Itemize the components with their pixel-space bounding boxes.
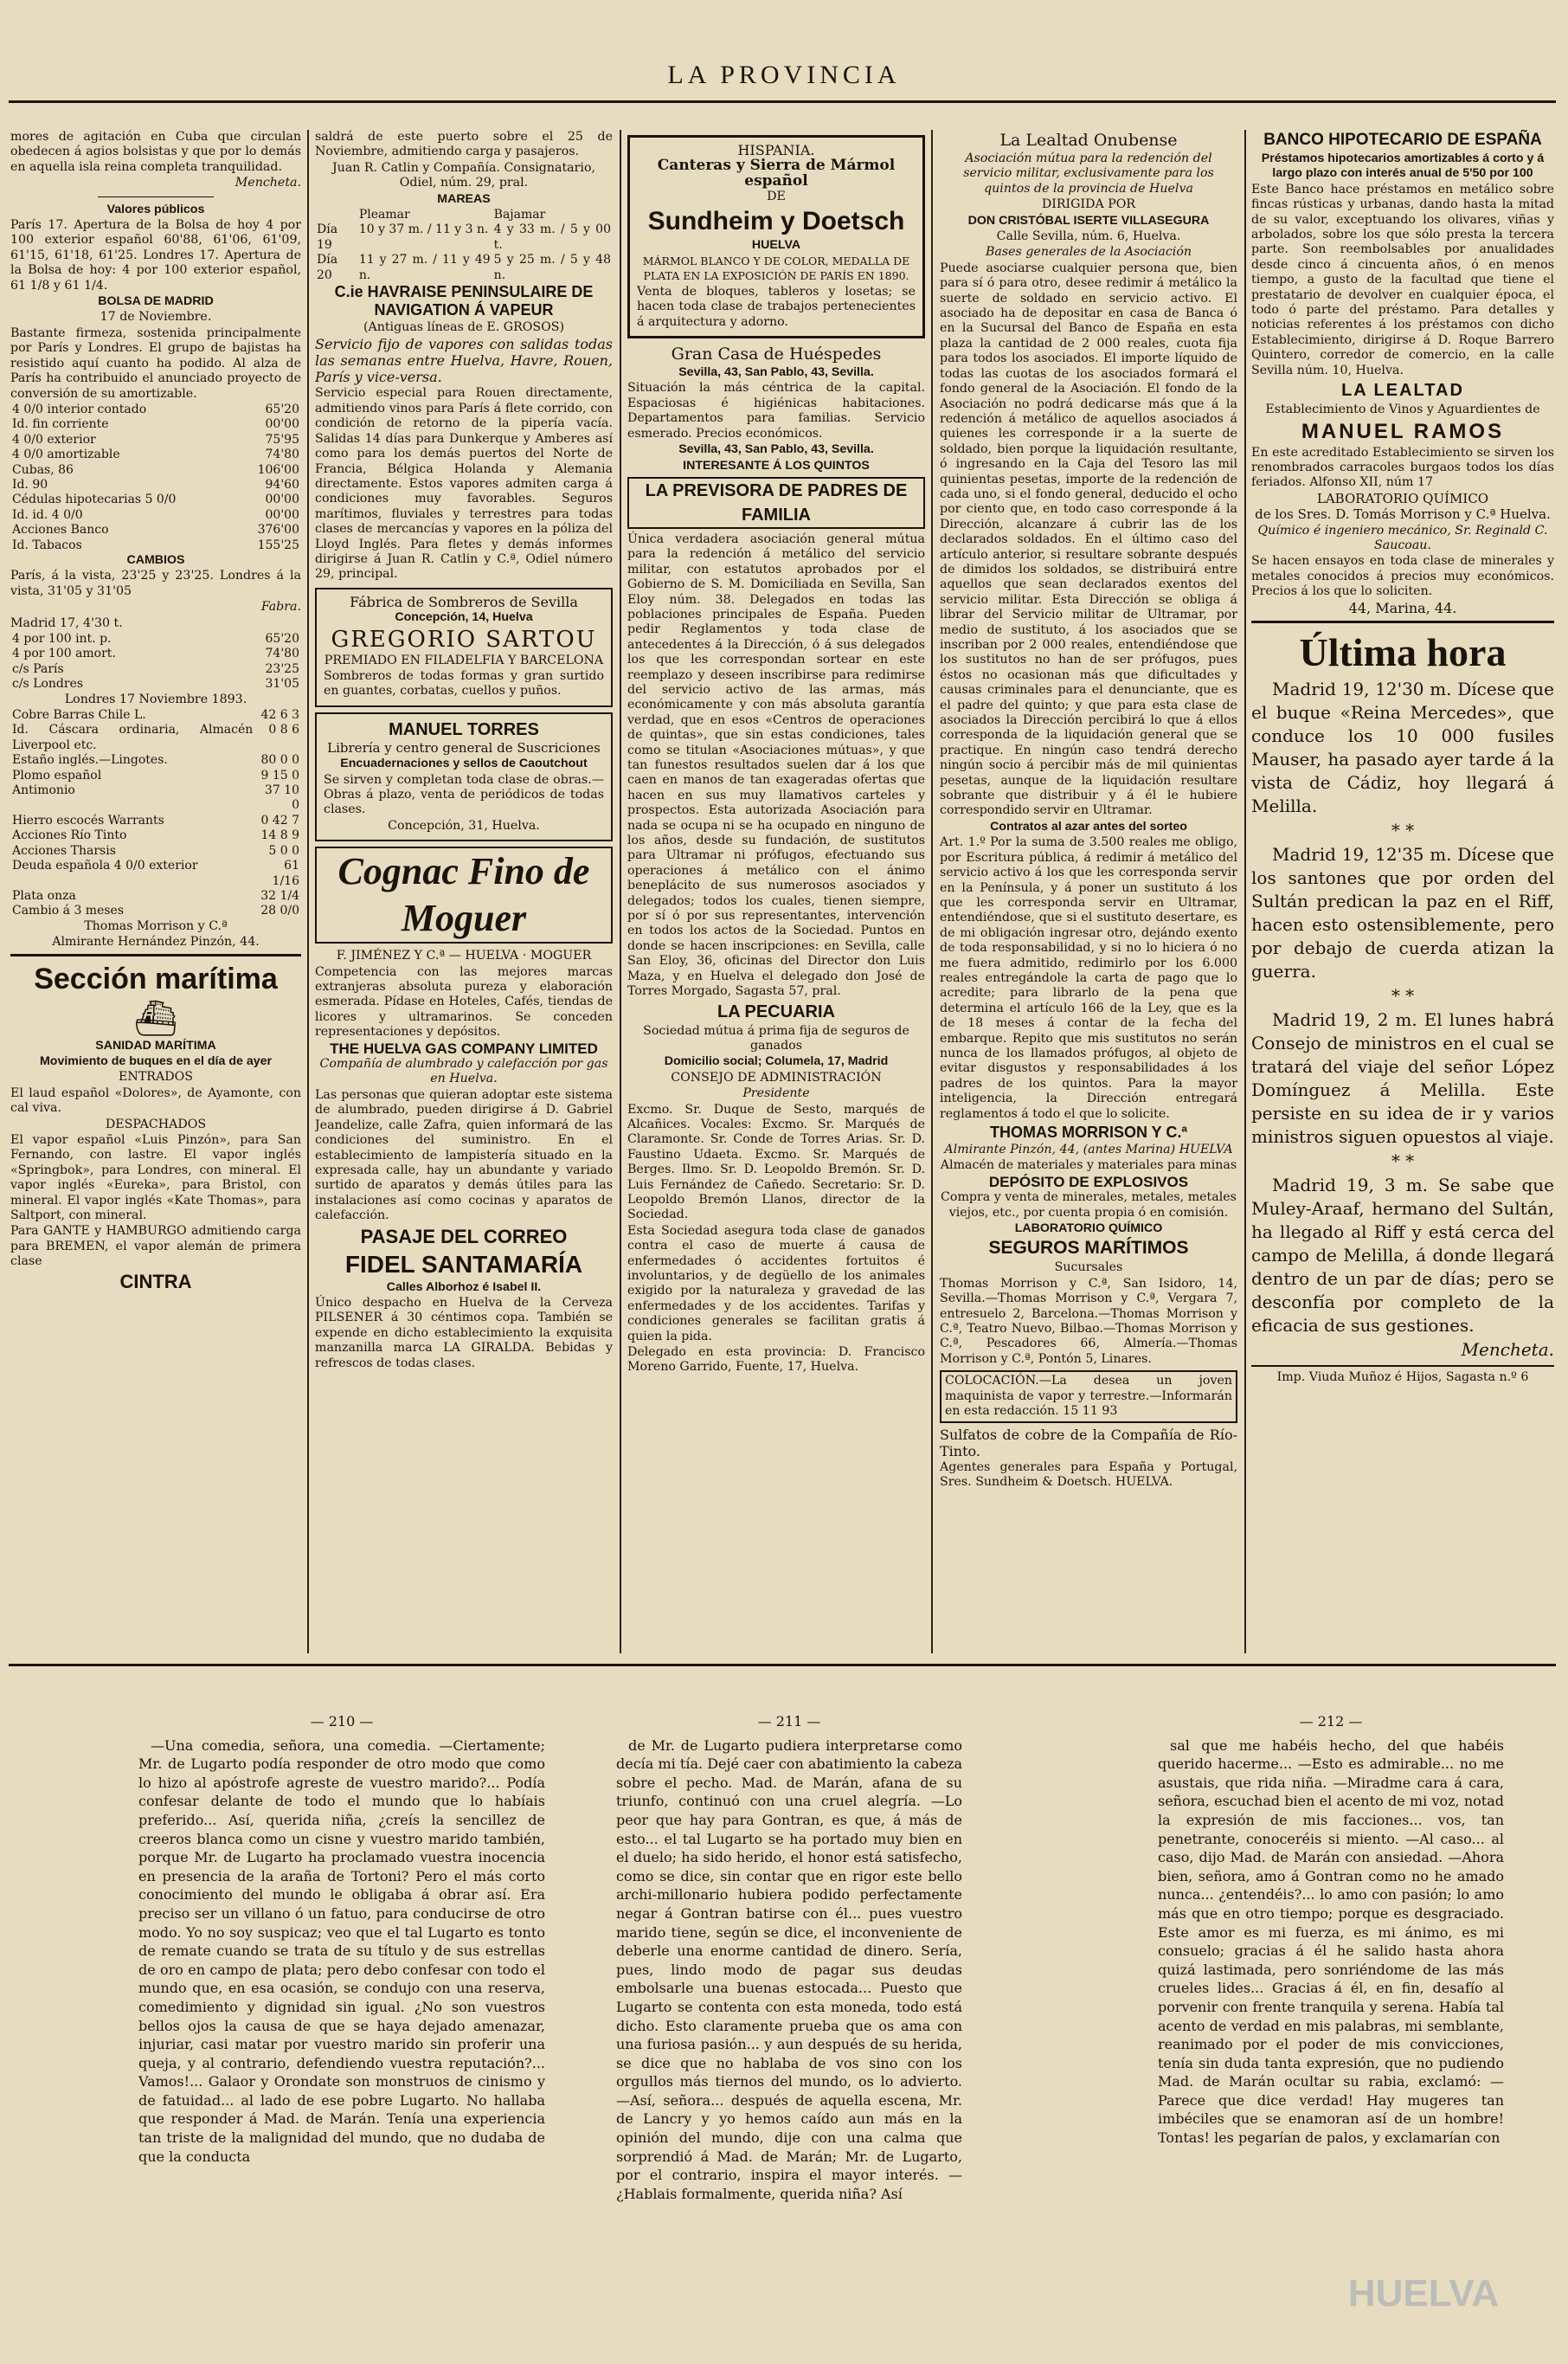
table-row: 4 por 100 int. p. 65'20 [12, 632, 299, 646]
pecuaria-heading: LA PECUARIA [717, 1002, 835, 1021]
table-row: Deuda española 4 0/0 exterior 61 1/16 [12, 859, 299, 888]
madrid-heading: Madrid 17, 4'30 t. [10, 615, 123, 630]
huespedes-heading: Gran Casa de Huéspedes [671, 345, 882, 364]
table-row: Pleamar Bajamar [358, 208, 546, 222]
news-separator: * * [1391, 819, 1415, 841]
lab-sub: de los Sres. D. Tomás Morrison y C.ª Huelva. [1255, 506, 1551, 523]
cognac-text: Competencia con las mejores marcas extranjeras absoluta pureza y elaboración esmerada. Pídase en Hoteles, Cafés, tiendas de licores y ultramarinos. Se conceden representaciones y depósitos. [315, 964, 613, 1040]
table-row: Id. id. 4 0/0 00'00 [12, 507, 299, 522]
table-row: Plata onza 32 1/4 [12, 888, 299, 903]
banco-heading: BANCO HIPOTECARIO DE ESPAÑA [1263, 131, 1542, 149]
table-row: Cédulas hipotecarias 5 0/0 00'00 [12, 493, 299, 507]
consejo-heading: CONSEJO DE ADMINISTRACIÓN [671, 1070, 882, 1085]
presidente-label: Presidente [742, 1086, 810, 1101]
mareas-table [315, 208, 613, 283]
table-row: Estaño inglés.—Lingotes. 80 0 0 [12, 753, 299, 768]
cognac-maker: F. JIMÉNEZ Y C.ª — HUELVA · MOGUER [336, 949, 592, 963]
valores-heading: Valores públicos [106, 202, 205, 216]
huespedes-text: Situación la más céntrica de la capital. Espaciosas é higiénicas habitaciones. Departamentos para familias. Servicio esmerado. Precios económicos. [627, 381, 925, 441]
fabrica-address: Concepción, 14, Huelva [395, 610, 533, 625]
column-anuncios-3 [940, 130, 1237, 1653]
hispania-heading: HISPANIA. [737, 142, 815, 158]
londres-signature: Thomas Morrison y C.ª [84, 918, 228, 933]
table-row: Hierro escocés Warrants 0 42 7 [12, 813, 299, 828]
morrison-heading: THOMAS MORRISON Y C.ª [989, 1124, 1187, 1141]
colocacion-ad: COLOCACIÓN.—La desea un joven maquinista de vapor y terrestre.—Informarán en esta redacción. 15 11 93 [940, 1370, 1237, 1422]
premiado: PREMIADO EN FILADELFIA Y BARCELONA [324, 653, 604, 667]
table-row: c/s Londres 31'05 [12, 677, 299, 692]
table-row: Día 20 11 y 27 m. / 11 y 49 n. 5 y 25 m. / 5 y 48 n. [317, 253, 611, 282]
folletin-page-212 [1158, 1712, 1504, 2232]
table-row: Cubas, 86 106'00 [12, 462, 299, 477]
lealtad-sub: Asociación mútua para la redención del servicio militar, exclusivamente para los quintos de la provincia de Huelva [963, 151, 1214, 196]
movimiento-heading: Movimiento de buques en el día de ayer [39, 1053, 273, 1068]
director-name: DON CRISTÓBAL ISERTE VILLASEGURA [967, 213, 1210, 228]
column-divider [620, 130, 621, 1653]
londres-address: Almirante Hernández Pinzón, 44. [52, 935, 260, 950]
divider [1251, 621, 1554, 623]
divider [98, 196, 214, 197]
ramos-name: MANUEL RAMOS [1301, 419, 1505, 443]
table-row: Id. Tabacos 155'25 [12, 538, 299, 552]
hispania-ad [627, 135, 925, 338]
cuba-news: mores de agitación en Cuba que circulan obedecen á agios bolsistas y que por lo demás en aquella isla reina completa tranquilidad. [10, 130, 301, 174]
morrison-address: Almirante Pinzón, 44, (antes Marina) HUELVA [944, 1143, 1233, 1156]
gante-text: Para GANTE y HAMBURGO admitiendo carga para BREMEN, el vapor alemán de primera clase [10, 1224, 301, 1269]
lab-address: 44, Marina, 44. [1348, 599, 1457, 616]
cambios-text: París, á la vista, 23'25 y 23'25. Londres á la vista, 31'05 y 31'05 [10, 569, 301, 598]
column-anuncios-1 [315, 130, 613, 1653]
deposito-heading: DEPÓSITO DE EXPLOSIVOS [988, 1173, 1189, 1190]
bolsa-heading: BOLSA DE MADRID [98, 294, 214, 309]
table-row: Acciones Río Tinto 14 8 9 [12, 828, 299, 843]
column-divider [1244, 130, 1246, 1653]
news-item: Madrid 19, 12'30 m. Dícese que el buque «Reina Mercedes», que conduce los 10 000 fusiles Mauser, ha pasado ayer tarde á la vista de Cádiz, hoy llegará á Melilla. [1251, 678, 1554, 816]
madrid-table [10, 632, 301, 692]
page-number: — 212 — [1299, 1713, 1363, 1730]
entrados-text: El laud español «Dolores», de Ayamonte, con cal viva. [10, 1085, 301, 1116]
folletin-rule [9, 1664, 1556, 1666]
column-divider [307, 130, 309, 1653]
ultima-hora-heading: Última hora [1299, 629, 1507, 674]
table-row: 4 0/0 amortizable 74'80 [12, 448, 299, 462]
valores-text: París 17. Apertura de la Bolsa de hoy 4 por 100 exterior español 60'88, 61'06, 61'09, 61'15, 61'18, 61'25. Londres 17. Apertura de la Bolsa de hoy: 4 por 100 exterior español, 61 1/8 y 61 1/4. [10, 218, 301, 293]
pecuaria-list: Excmo. Sr. Duque de Sesto, marqués de Alcañices. Vocales: Excmo. Sr. Marqués de Claramonte. Sr. Conde de Torres Arias. Sr. D. Faustino Udaeta. Excmo. Sr. Marqués de Berges. Ilmo. Sr. D. Leopoldo Bremón. Sr. D. Luis Fernández de Cañedo. Secretario: Sr. D. Leopoldo Bremón Llanos, director de la Sociedad. [627, 1102, 925, 1222]
cintra-title: CINTRA [119, 1270, 192, 1292]
sulfatos-text: Agentes generales para España y Portugal, Sres. Sundheim & Doetsch. HUELVA. [940, 1459, 1237, 1489]
lealtad2-sub: Establecimiento de Vinos y Aguardientes de [1265, 403, 1540, 417]
cintra-text: saldrá de este puerto sobre el 25 de Noviembre, admitiendo carga y pasajeros. [315, 130, 613, 159]
pecuaria-text: Esta Sociedad asegura toda clase de ganados contra el caso de muerte á causa de enfermedades ó accidentes fortuitos é involuntarios, y de degüello de los animales exigido por la naturaleza y gravedad de las enfermedades y de los accidentes. Tarifas y condiciones generales se facilitan gratis á quien la pida. [627, 1223, 925, 1343]
table-row: Cambio á 3 meses 28 0/0 [12, 904, 299, 918]
table-row: Id. Cáscara ordinaria, Almacén Liverpool etc. 0 8 6 [12, 723, 299, 752]
contratos-heading: Contratos al azar antes del sorteo [990, 819, 1187, 834]
sundheim-name: Sundheim y Doetsch [647, 206, 905, 235]
pecuaria-domicilio: Domicilio social; Columela, 17, Madrid [664, 1054, 889, 1069]
table-row: Id. 90 94'60 [12, 477, 299, 492]
signature: Mencheta. [235, 176, 301, 190]
pasaje-heading: PASAJE DEL CORREO [360, 1225, 568, 1247]
table-row: Acciones Banco 376'00 [12, 523, 299, 538]
table-row: Plomo español 9 15 0 [12, 768, 299, 783]
ultima-hora-news [1251, 678, 1554, 1362]
cognac-logo: Cognac Fino de Moguer [315, 847, 613, 944]
page-number: — 211 — [757, 1713, 821, 1730]
havraise-heading: C.ie HAVRAISE PENINSULAIRE DE NAVIGATION Á VAPEUR [334, 283, 594, 319]
archive-watermark: HUELVA [1347, 2272, 1500, 2315]
londres-table [10, 708, 301, 919]
torres-sub2: Encuadernaciones y sellos de Caoutchout [340, 757, 588, 771]
director-address: Calle Sevilla, núm. 6, Huelva. [996, 229, 1181, 244]
torres-address: Concepción, 31, Huelva. [388, 818, 540, 833]
gas-sub: Compañía de alumbrado y calefacción por gas en Huelva. [319, 1057, 608, 1086]
divider [1251, 1365, 1554, 1367]
lab-heading: LABORATORIO QUÍMICO [1316, 490, 1489, 506]
fidel-name: FIDEL SANTAMARÍA [344, 1250, 583, 1278]
fidel-address: Calles Alborhoz é Isabel II. [386, 1279, 542, 1294]
sucursales-text: Thomas Morrison y C.ª, San Isidoro, 14, Sevilla.—Thomas Morrison y C.ª, Vergara 7, entresuelo 2, Barcelona.—Thomas Morrison y C.ª, Teatro Nuevo, Bilbao.—Thomas Morrison y C.ª, Pescadores 66, Almería.—Thomas Morrison y C.ª, Pontón 5, Linares. [940, 1276, 1237, 1366]
masthead-title: LA PROVINCIA [667, 61, 901, 89]
page-number: — 210 — [310, 1713, 374, 1730]
bolsa-text: Bastante firmeza, sostenida principalmente por París y Londres. El grupo de bajistas ha resistido aquí cuanto ha podido. Al alza de París ha contribuido el anunciado proyecto de conversión de su amortizable. [10, 325, 301, 401]
sartou-text: Sombreros de todas formas y gran surtido en guantes, corbatas, cuellos y puños. [324, 668, 604, 699]
news-item: Madrid 19, 2 m. El lunes habrá Consejo de ministros en el cual se tratará del viaje del señor López Domínguez á Melilla. Este persiste en su idea de ir y varios ministros siguen opuestos al viaje. [1251, 1008, 1554, 1147]
sartou-ad [315, 588, 613, 707]
gas-text: Las personas que quieran adoptar este sistema de alumbrado, pueden dirigirse á D. Gabriel Jeandelize, calle Zafra, quien informará de las condiciones del suministro. En el establecimiento de lampistería situado en la expresada calle, hay un abundante y variado surtido de aparatos y demás útiles para las instalaciones así como cocinas y aparatos de calefacción. [315, 1087, 613, 1223]
folletin-text: sal que me habéis hecho, del que habéis querido hacerme... —Esto es admirable... no me asustais, que rida niña. —Miradme cara á cara, señora, escuchad bien el acento de mi voz, notad la expresión de mis facciones... vos, tan penetrante, conoceréis si miento. —Al caso... al caso, dijo Mad. de Marán con ansiedad. —Ahora bien, señora, amo á Gontran como no he amado nunca... ¿entendéis?... lo amo con pasión; lo amo más que en otro tiempo; porque es desgraciado. Este amor es mi fuerza, es mi ánimo, es mi consuelo; gracias á él he salido hasta ahora quizá lastimada, pero sonriéndome de las más crueles lides... Gracias á él, en fin, desafío al porvenir con frente tranquila y serena. Había tal acento de verdad en mis palabras, mi semblante, reanimado por el poder de mis convicciones, tenía sin duda tanta expresión, que no pudiendo Mad. de Marán ocultar su rabia, exclamó: —Parece que dice verdad! Hay mugeres tan imbéciles que se enamoran así de un hombre! Tontas! les pegarían de palos, y exclamarían con [1158, 1736, 1504, 2147]
sucursales-heading: Sucursales [1054, 1260, 1123, 1275]
lealtad2-heading: LA LEALTAD [1341, 381, 1464, 401]
torres-name: MANUEL TORRES [389, 719, 539, 739]
column-anuncios-2 [627, 130, 925, 1653]
gas-heading: THE HUELVA GAS COMPANY LIMITED [330, 1040, 598, 1057]
huespedes-address: Sevilla, 43, San Pablo, 43, Sevilla. [678, 365, 874, 380]
table-row: c/s París 23'25 [12, 661, 299, 676]
news-item: Madrid 19, 12'35 m. Dícese que los santones que por orden del Sultán predican la paz en el Riff, hacen esto ostensiblemente, pero por debajo de cuerda atizan la guerra. [1251, 843, 1554, 982]
canteras-de: DE [767, 190, 786, 204]
previsora-heading: LA PREVISORA DE PADRES DE FAMILIA [627, 477, 925, 529]
lealtad-text: Puede asociarse cualquier persona que, bien para sí ó para otro, desee redimir á metálico la suerte de soldado en servicio activo. El asociado ha de depositar en casa de Banca ó en la Sucursal del Banco de España en esta plaza la cantidad de 2 000 reales, cuota fija para todos los asociados. El importe líquido de todas las cuotas de los asociados formará el fondo general de la Asociación. El fondo de la Asociación no podrá dedicarse más que á la redención á metálico de aquellos asociados á quienes les corresponde ir a la suerte de soldado, bien porque la liquidación resultante, ó ingresando en la Caja del Tesoro las mil quinientas pesetas, importe de la redención de cada uno, si el fondo general, deducido el ocho por ciento que, en todo caso corresponde á la Dirección, alcanzare á cubrir las de los declarados soldados. En el último caso del artículo anterior, si resultare sobrante después de dimidos los soldados, se distribuirá entre aquellos que sean declarados exentos del servicio militar. Esta Dirección se obliga á librar del Servicio militar de Ultramar, por medio de sustituto, á los asociados que se inscriban por 2 000 reales, entendiéndose que los sustitutos no han de ser prófugos, pues éstos no ocasionan más que dificultades y causas criminales para el denunciante, que es el padre del quinto; y que para esta clase de asociados la Dirección percibirá lo que á ellos corresponda de la liquidación general que se practique. En ningún caso tendrá derecho ningún socio á percibir más de mil quinientas pesetas, aunque de la liquidación resultare sobrante que distribuir y á él le hubiere correspondido servir en Ultramar. [940, 261, 1237, 818]
laboratorio-heading: LABORATORIO QUÍMICO [1014, 1221, 1163, 1236]
news-item: Madrid 19, 3 m. Se sabe que Muley-Araaf, hermano del Sultán, ha llegado al Riff y está cerca del campo de Melilla, á donde llegará dentro de un par de días; pero se desconfía por completo de la eficacia de sus gestiones. [1251, 1174, 1554, 1336]
table-row: Cobre Barras Chile L. 42 6 3 [12, 708, 299, 723]
londres-heading: Londres 17 Noviembre 1893. [64, 692, 247, 706]
folletin-page-211 [616, 1712, 962, 2353]
table-row: Acciones Tharsis 5 0 0 [12, 843, 299, 858]
column-divider [931, 130, 933, 1653]
banco-sub: Préstamos hipotecarios amortizables á corto y á largo plazo con interés anual de 5'50 por 100 [1261, 151, 1545, 181]
morrison-text: Almacén de materiales y materiales para minas [940, 1158, 1237, 1173]
table-row: Día 19 10 y 37 m. / 11 y 3 n. 4 y 33 m. / 5 y 00 t. [317, 222, 611, 252]
fidel-text: Único despacho en Huelva de la Cerveza PILSENER á 30 céntimos copa. También se expende en dicho establecimiento la exquisita manzanilla marca LA GIRALDA. Bebidas y refrescos de todas clases. [315, 1295, 613, 1370]
havraise-lead: Servicio fijo de vapores con salidas todas las semanas entre Huelva, Havre, Rouen, París y vice-versa. [315, 336, 613, 386]
catlin-signature: Juan R. Catlin y Compañía. Consignatario, Odiel, núm. 29, pral. [332, 160, 595, 190]
torres-text: Se sirven y completan toda clase de obras.—Obras á plazo, venta de periódicos de todas clases. [324, 772, 604, 817]
news-signature: Mencheta. [1461, 1338, 1554, 1360]
column-bolsa [10, 130, 301, 1653]
divider [10, 954, 301, 957]
folletin-text: —Una comedia, señora, una comedia. —Ciertamente; Mr. de Lugarto podía responder de otro modo que como lo hizo al apóstrofe agreste de vuestro marido?... Podía confesar delante de todo el mundo que lo habíais preferido... Así, querida niña, ¿creís la sencillez de creeros blanca como un cisne y vuestro marido también, porque Mr. de Lugarto ha proclamado vuestra inocencia en presencia de la araña de Tortoni? Pero el más corto conocimiento del mundo le obligaba á obrar así. Era preciso ser un villano ó un fatuo, para conducirse de otro modo. Yo no soy suspicaz; veo que el tal Lugarto es tonto de remate cuando se trata de su título y de sus estrellas de oro en campo de plata; pero debo confesar con todo el mundo que, en esa ocasión, se condujo con una reserva, comedimiento y dignidad sin igual. ¿No son vuestros bellos ojos la causa de que se haya dejado amenazar, injuriar, casi matar por vuestro marido sin proferir una queja, y al contrario, defendiendo vuestra reputación?... Vamos!... Galaor y Orondate son monstruos de cinismo y de fatuidad... al lado de ese pobre Lugarto. No hallaba que responder á Mad. de Marán. Tenía una experiencia tan triste de la malignidad del mundo, que no dudaba de que la conducta [138, 1736, 545, 2165]
havraise-text: Servicio especial para Rouen directamente, admitiendo vinos para París á flete corrido, con condición de retorno de la pipería vacía. Salidas 14 días para Dunkerque y Amberes así como para los demás puertos del Norte de Francia, Bélgica Holanda y Alemania directamente. Estos vapores admiten carga á condiciones muy favorables. Seguros marítimos, fluviales y terrestres para todas clases de mercancías y vapores en la póliza del Lloyd Inglés. Para fletes y demás informes dirigirse á Juan R. Catlin y C.ª, Odiel número 29, principal. [315, 386, 613, 582]
fabrica-heading: Fábrica de Sombreros de Sevilla [350, 593, 578, 610]
lab-text: Se hacen ensayos en toda clase de minerales y metales conocidos á precios muy económicos. Precios á los que lo soliciten. [1251, 554, 1554, 599]
ship-icon: ⛴ [133, 998, 178, 1039]
dirigida-label: DIRIGIDA POR [1041, 197, 1136, 212]
interesante-heading: INTERESANTE Á LOS QUINTOS [683, 458, 870, 473]
imprenta: Imp. Viuda Muñoz é Hijos, Sagasta n.º 6 [1276, 1369, 1529, 1384]
column-ultima-hora [1251, 130, 1554, 1653]
seccion-maritima-heading: Sección marítima [34, 962, 278, 995]
seguros-heading: SEGUROS MARÍTIMOS [988, 1238, 1189, 1259]
quimico: Químico é ingeniero mecánico, Sr. Reginald C. Saucoau. [1257, 523, 1548, 552]
table-row: 4 por 100 amort. 74'80 [12, 647, 299, 661]
sanidad-heading: SANIDAD MARÍTIMA [95, 1038, 216, 1053]
previsora-text: Única verdadera asociación general mútua para la redención á metálico del servicio militar, con estatutos aprobados por el Gobierno de S. M. Domiciliada en Sevilla, San Eloy núm. 38. Delegados en todas las poblaciones principales de España. Pueden pedir Reglamentos y toda clase de antecedentes á la Dirección, ó á sus delegados los que les correspondan sortear en este reemplazo y deseen inscribirse para redimirse del servicio activo de las armas, más económicamente y con más absoluta garantía verdad, que en esos «Centros de operaciones de quintas», que sin estas condiciones, tales como se titulan «Asociaciones mútuas», y que tan funestos resultados suelen dar á los que caen en manos de tan exageradas ofertas que hacen en sus muy llamativos carteles y prospectos. Esta autorizada Asociación para nada se ocupa ni se ha ocupado en ninguno de los años, desde su fundación, de sustitutos para Ultramar ni prófugos, efectuando sus operaciones á metálico con el ánimo beneplácito de sus numerosos asociados y delegados; todos los cuales, tienen siempre, por sí ó por sus representantes, intervención en todos los actos de la Sociedad. Puntos en donde se hacen inscripciones: en Sevilla, calle San Eloy, 36, oficinas del Director don Luis Maza, y en Huelva el delegado don José de Torres Morgado, Sagasta 57, pral. [627, 531, 925, 999]
marmol-description: Venta de bloques, tableros y losetas; se hacen toda clase de trabajos pertenecientes á arquitectura y adorno. [637, 284, 916, 329]
sartou-name: GREGORIO SARTOU [331, 626, 597, 653]
table-row: 4 0/0 exterior 75'95 [12, 432, 299, 447]
folletin-text: de Mr. de Lugarto pudiera interpretarse como decía mi tía. Dejé caer con abatimiento la cabeza sobre el pecho. Mad. de Marán, afana de su triunfo, continuó con una cruel alegría. —Lo peor que hay para Gontran, es que, á más de esto... el tal Lugarto se ha portado muy bien en el duelo; ha sido herido, el honor está satisfecho, como se dice, sin contar que en rigor este bello archi-millonario hubiera podido perfectamente negar á Gontran batirse con él... pues vuestro marido tiene, según se dice, el inconveniente de deberle una enorme cantidad de dinero. Sería, pues, lindo modo de pagar sus deudas embolsarle una buenas estocada... Puesto que Lugarto se contenta con esta moneda, todo está dicho. Esto claramente prueba que os ama con una furiosa pasión... y aun después de su herida, se dice que no hablaba de vos sino con los orgullos más tiernos del mundo, os lo advierto. —Así, señora... después de aquella escena, Mr. de Lancry y yo hemos caído aun más en la opinión del mundo, dije con una calma que sorprendió á Mad. de Marán; Mr. de Lugarto, por el contrario, inspira el mayor interés. —¿Hablais formalmente, querida niña? Así [616, 1736, 962, 2202]
ramos-text: En este acreditado Establecimiento se sirven los renombrados carracoles burgaos todos los días feriados. Alfonso XII, núm 17 [1251, 445, 1554, 490]
news-separator: * * [1391, 1150, 1415, 1171]
news-separator: * * [1391, 984, 1415, 1006]
huespedes-address-2: Sevilla, 43, San Pablo, 43, Sevilla. [678, 442, 874, 457]
cambios-heading: CAMBIOS [126, 552, 185, 567]
entrados-heading: ENTRADOS [119, 1070, 193, 1085]
havraise-sub: (Antiguas líneas de E. GROSOS) [363, 320, 565, 335]
sundheim-city: HUELVA [751, 237, 801, 252]
table-row: Antimonio 37 10 0 [12, 783, 299, 813]
mareas-heading: MAREAS [437, 191, 491, 206]
table-row: Id. fin corriente 00'00 [12, 417, 299, 432]
canteras: Canteras y Sierra de Mármol español [657, 157, 896, 190]
banco-text: Este Banco hace préstamos en metálico sobre fincas rústicas y urbanas, dando hasta la mitad de su valor, exceptuando los olivares, viñas y arbolados, sobre los que sólo presta la tercera parte. Son reembolsables por anualidades desde cinco á cincuenta años, ó en menos tiempo, a gusto de la facultad que tiene el prestatario de devolver en cualquier época, el todo ó parte del préstamo. Para detalles y noticias referentes á los préstamos con dicho Establecimiento, dirigirse á D. Roque Barrero Quintero, corredor de comercio, en la calle Sevilla núm. 10, Huelva. [1251, 182, 1554, 377]
sulfatos-heading: Sulfatos de cobre de la Compañía de Río-Tinto. [940, 1426, 1237, 1459]
signature: Fabra. [260, 600, 301, 615]
torres-ad [315, 712, 613, 841]
pecuaria-delegado: Delegado en esta provincia: D. Francisco Moreno Garrido, Fuente, 17, Huelva. [627, 1345, 925, 1375]
pecuaria-sub: Sociedad mútua á prima fija de seguros de ganados [643, 1023, 909, 1053]
folletin-page-210 [138, 1712, 545, 2353]
table-row: 4 0/0 interior contado 65'20 [12, 402, 299, 416]
contratos-text: Art. 1.º Por la suma de 3.500 reales me obligo, por Escritura pública, á redimir á metálico del servicio activo á los que les corresponda servir en la Península, y á poner un sustituto á los que les corresponda servir en Ultramar, entendiéndose, que si el sustituto desertare, es de mi obligación ingresar otro, dejándo exento de toda responsabilidad, y si no lo hiciera ó no me fuera admitido, redimirlo por los 6.000 reales entregándole la carta de pago que lo acredite; para librarlo de la pena que determina el artículo 166 de la Ley, que es la de 18 meses á contar de la fecha del embarque. Repito que mis sustitutos no serán nunca de los llamados prófugos, al objeto de evitar disgustos y responsabilidades á los padres de los quintos. Para la mayor inteligencia, la Dirección entregará reglamentos á todo el que lo solicite. [940, 835, 1237, 1121]
torres-sub: Librería y centro general de Suscriciones [327, 739, 601, 756]
lealtad-heading: La Lealtad Onubense [999, 131, 1178, 150]
despachados-text: El vapor español «Luis Pinzón», para San Fernando, con lastre. El vapor inglés «Springbok», para Londres, con mineral. El vapor inglés «Eureka», para Bristol, con mineral. El vapor inglés «Kate Thomas», para Saltport, con mineral. [10, 1132, 301, 1222]
compra-text: Compra y venta de minerales, metales, metales viejos, etc., por cuenta propia ó en comisión. [941, 1190, 1237, 1220]
marmol-text: MÁRMOL BLANCO Y DE COLOR, MEDALLA DE PLATA EN LA EXPOSICIÓN DE PARÍS EN 1890. [642, 254, 910, 283]
bases-heading: Bases generales de la Asociación [986, 245, 1192, 260]
bolsa-date: 17 de Noviembre. [100, 310, 212, 325]
masthead-rule [9, 100, 1556, 103]
despachados-heading: DESPACHADOS [105, 1117, 207, 1131]
bolsa-table [10, 403, 301, 553]
